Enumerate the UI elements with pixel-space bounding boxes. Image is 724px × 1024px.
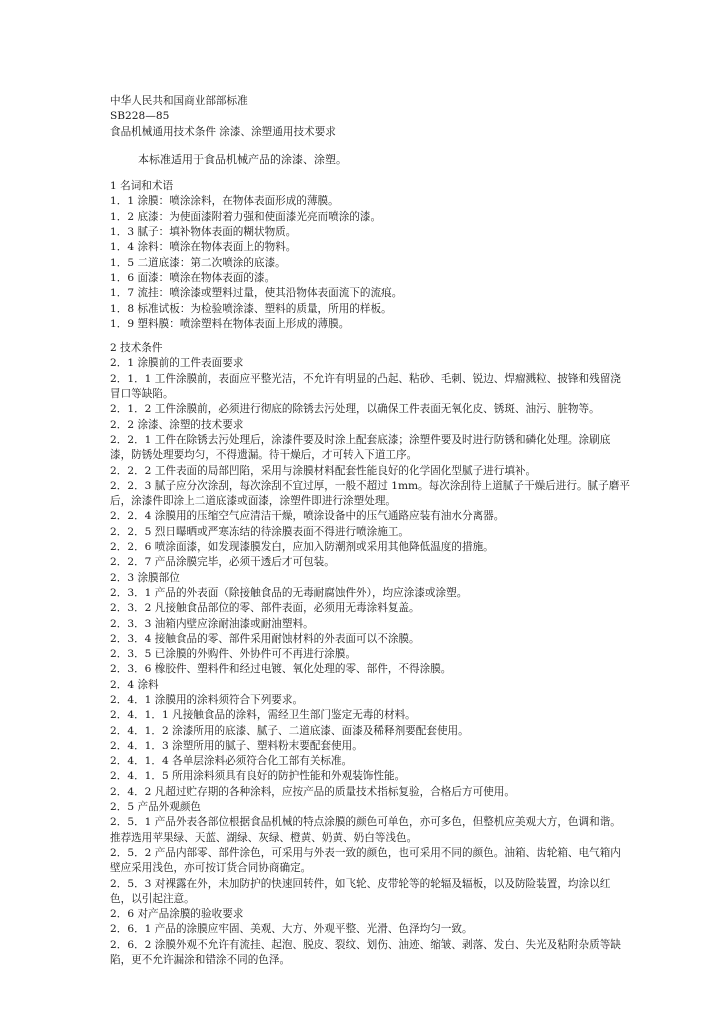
term-item: 1．5 二道底漆：第二次喷涂的底漆。: [110, 256, 286, 269]
subsection-heading: 2．5 产品外观颜色: [110, 801, 202, 814]
term-item: 1．6 面漆：喷涂在物体表面的漆。: [110, 271, 276, 284]
clause-item: 2．3．4 接触食品的零、部件采用耐蚀材料的外表面可以不涂膜。: [110, 632, 420, 645]
document-page: [110, 94, 630, 968]
clause-item: 2．4．1．5 所用涂料须具有良好的防护性能和外观装饰性能。: [110, 770, 406, 783]
clause-item: 2．3．1 产品的外表面（除接触食品的无毒耐腐蚀件外），均应涂漆或涂塑。: [110, 586, 468, 599]
subsection-heading: 2．3 涂膜部位: [110, 571, 180, 584]
standard-code: SB228—85: [110, 110, 170, 123]
clause-item: 2．4．2 凡超过贮存期的各种涂料，应按产品的质量技术指标复验，合格后方可使用。: [110, 785, 515, 798]
clause-item: 2．3．6 橡胶件、塑料件和经过电镀、氧化处理的零、部件，不得涂膜。: [110, 663, 452, 676]
clause-item: 2．5．1 产品外表各部位根据食品机械的特点涂膜的颜色可单色，亦可多色，但整机应美观大方，色调和谐。推荐选用苹果绿、天蓝、湖绿、灰绿、橙黄、奶黄、奶白等浅色。: [110, 816, 621, 844]
term-item: 1．4 涂料：喷涂在物体表面上的物料。: [110, 241, 297, 254]
subsection-heading: 2．4 涂料: [110, 678, 159, 691]
clause-item: 2．2．2 工件表面的局部凹陷，采用与涂膜材料配套性能良好的化学固化型腻子进行填补。: [110, 464, 537, 477]
term-item: 1．1 涂膜：喷涂涂料，在物体表面形成的薄膜。: [110, 195, 339, 208]
clause-item: 2．2．7 产品涂膜完毕，必须干透后才可包装。: [110, 556, 335, 569]
clause-item: 2．6．1 产品的涂膜应牢固、美观、大方、外观平整、光滑、色泽均匀一致。: [110, 923, 473, 936]
issuer-line: 中华人民共和国商业部部标准: [110, 95, 248, 107]
term-item: 1．8 标准试板：为检验喷涂漆、塑料的质量，所用的样板。: [110, 302, 392, 315]
document-title: 食品机械通用技术条件 涂漆、涂塑通用技术要求: [110, 125, 336, 138]
clause-item: 2．4．1．4 各单层涂料必须符合化工部有关标准。: [110, 755, 353, 768]
clause-item: 2．4．1．2 涂漆所用的底漆、腻子、二道底漆、面漆及稀释剂要配套使用。: [110, 724, 469, 737]
clause-item: 2．2．5 烈日曝晒或严寒冻结的待涂膜表面不得进行喷涂施工。: [110, 525, 410, 538]
term-item: 1．9 塑料膜：喷涂塑料在物体表面上形成的薄膜。: [110, 317, 350, 330]
clause-item: 2．4．1．3 涂塑所用的腻子、塑料粉末要配套使用。: [110, 739, 363, 752]
clause-item: 2．4．1 涂膜用的涂料须符合下列要求。: [110, 693, 304, 706]
subsection-heading: 2．2 涂漆、涂塑的技术要求: [110, 418, 244, 431]
clause-item: 2．3．5 已涂膜的外购件、外协件可不再进行涂膜。: [110, 648, 357, 661]
clause-item: 2．3．2 凡接触食品部位的零、部件表面，必须用无毒涂料复盖。: [110, 602, 420, 615]
section-2-list: [110, 356, 630, 968]
term-item: 1．2 底漆：为使面漆附着力强和使面漆光亮而喷涂的漆。: [110, 210, 382, 223]
term-item: 1．7 流挂：喷涂漆或塑料过量，使其沿物体表面流下的流痕。: [110, 287, 403, 300]
clause-item: 2．2．6 喷涂面漆，如发现漆膜发白，应加入防潮剂或采用其他降低温度的措施。: [110, 541, 494, 554]
clause-item: 2．3．3 油箱内壁应涂耐油漆或耐油塑料。: [110, 617, 314, 630]
clause-item: 2．5．3 对裸露在外，未加防护的快速回转件，如飞轮、皮带轮等的轮辐及辐板，以及防险装置，均涂以红色，以引起注意。: [110, 877, 611, 905]
clause-item: 2．2．1 工件在除锈去污处理后，涂漆件要及时涂上配套底漆；涂塑件要及时进行防锈和磷化处理。涂刷底漆，防锈处理要均匀，不得遗漏。待干燥后，才可转入下道工序。: [110, 433, 611, 462]
clause-item: 2．1．1 工件涂膜前，表面应平整光洁，不允许有明显的凸起、粘砂、毛刺、锐边、焊瘤溅粒、披锋和残留浇冒口等缺陷。: [110, 372, 621, 401]
clause-item: 2．6．2 涂膜外观不允许有流挂、起泡、脱皮、裂纹、划伤、油迹、缩皱、剥落、发白、失光及粘附杂质等缺陷，更不允许漏涂和错涂不同的色泽。: [110, 938, 621, 967]
section-1-title: 1 名词和术语: [110, 180, 174, 193]
clause-item: 2．4．1．1 凡接触食品的涂料，需经卫生部门鉴定无毒的材料。: [110, 709, 416, 722]
clause-item: 2．2．3 腻子应分次涂刮，每次涂刮不宜过厚，一般不超过 1mm。每次涂刮待上道腻子干燥后进行。腻子磨平后，涂漆件即涂上二道底漆或面漆，涂塑件即进行涂塑处理。: [110, 479, 630, 508]
subsection-heading: 2．6 对产品涂膜的验收要求: [110, 908, 244, 921]
clause-item: 2．5．2 产品内部零、部件涂色，可采用与外表一致的颜色，也可采用不同的颜色。油箱、齿轮箱、电气箱内壁应采用浅色，亦可按订货合同协商确定。: [110, 846, 621, 875]
section-2-title: 2 技术条件: [110, 342, 163, 355]
scope-statement: 本标准适用于食品机械产品的涂漆、涂塑。: [138, 152, 347, 166]
clause-item: 2．1．2 工件涂膜前，必须进行彻底的除锈去污处理，以确保工件表面无氧化皮、锈斑、油污、脏物等。: [110, 403, 600, 416]
subsection-heading: 2．1 涂膜前的工件表面要求: [110, 357, 244, 370]
clause-item: 2．2．4 涂膜用的压缩空气应清洁干燥，喷涂设备中的压气通路应装有油水分离器。: [110, 510, 505, 523]
term-item: 1．3 腻子：填补物体表面的糊状物质。: [110, 226, 297, 239]
section-1-list: [110, 194, 630, 332]
